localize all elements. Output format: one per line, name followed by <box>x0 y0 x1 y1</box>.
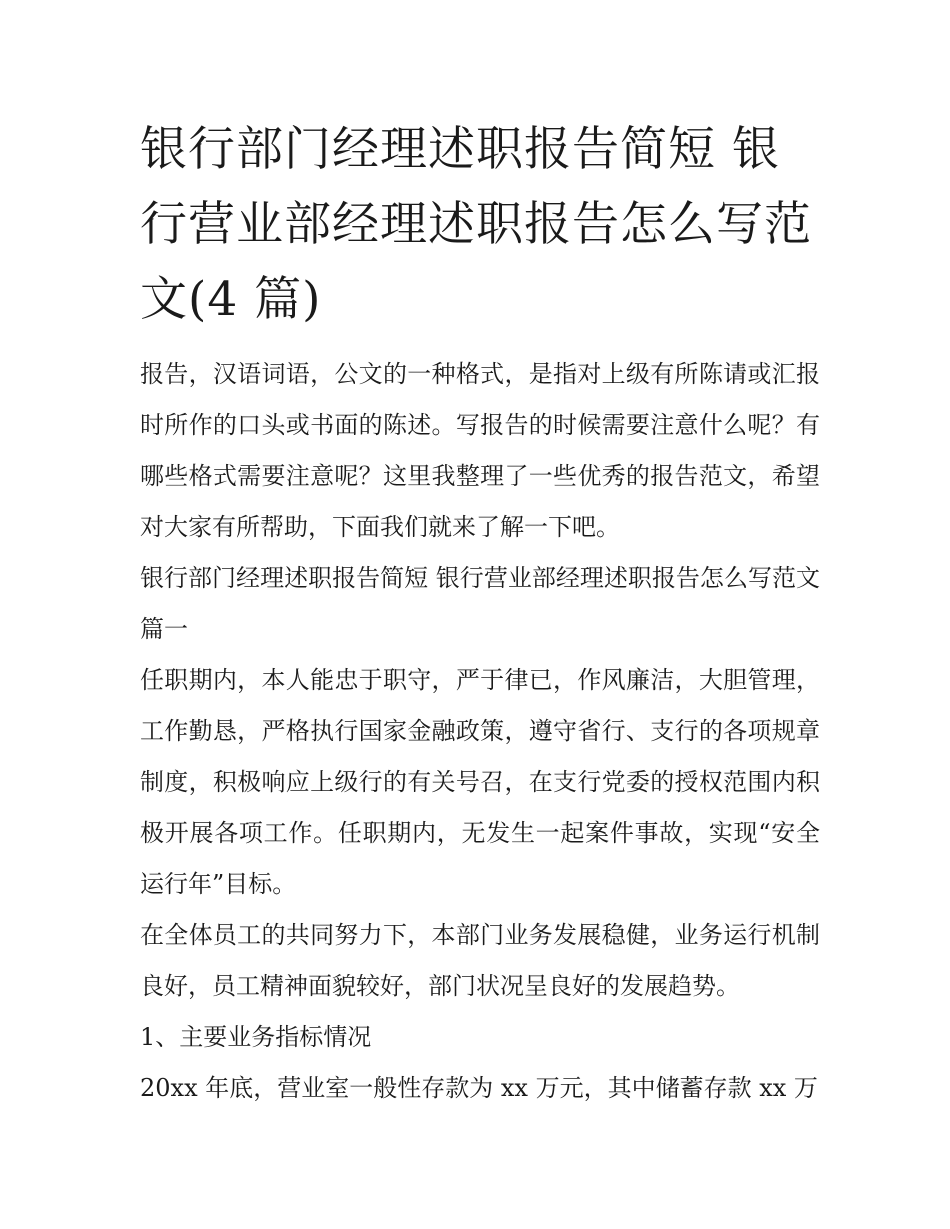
body-paragraph: 任职期内，本人能忠于职守，严于律已，作风廉洁，大胆管理，工作勤恳，严格执行国家金融政策，遵守省行、支行的各项规章制度，积极响应上级行的有关号召，在支行党委的授权范围内积极开展各项工作。任职期内，无发生一起案件事故，实现“安全运行年”目标。 <box>140 666 820 898</box>
intro-paragraph: 报告，汉语词语，公文的一种格式，是指对上级有所陈请或汇报时所作的口头或书面的陈述。写报告的时候需要注意什么呢？有哪些格式需要注意呢？这里我整理了一些优秀的报告范文，希望对大家有所帮助，下面我们就来了解一下吧。 <box>140 360 820 541</box>
section-heading: 银行部门经理述职报告简短 银行营业部经理述职报告怎么写范文篇一 <box>140 564 820 643</box>
document-title: 银行部门经理述职报告简短 银行营业部经理述职报告怎么写范文(4 篇) <box>140 122 812 327</box>
document-page <box>140 112 820 1114</box>
subsection-heading: 1、主要业务指标情况 <box>140 1023 372 1051</box>
body-paragraph: 20xx 年底，营业室一般性存款为 xx 万元，其中储蓄存款 xx 万 <box>140 1074 818 1102</box>
body-paragraph: 在全体员工的共同努力下，本部门业务发展稳健，业务运行机制良好，员工精神面貌较好，部门状况呈良好的发展趋势。 <box>140 921 820 1000</box>
